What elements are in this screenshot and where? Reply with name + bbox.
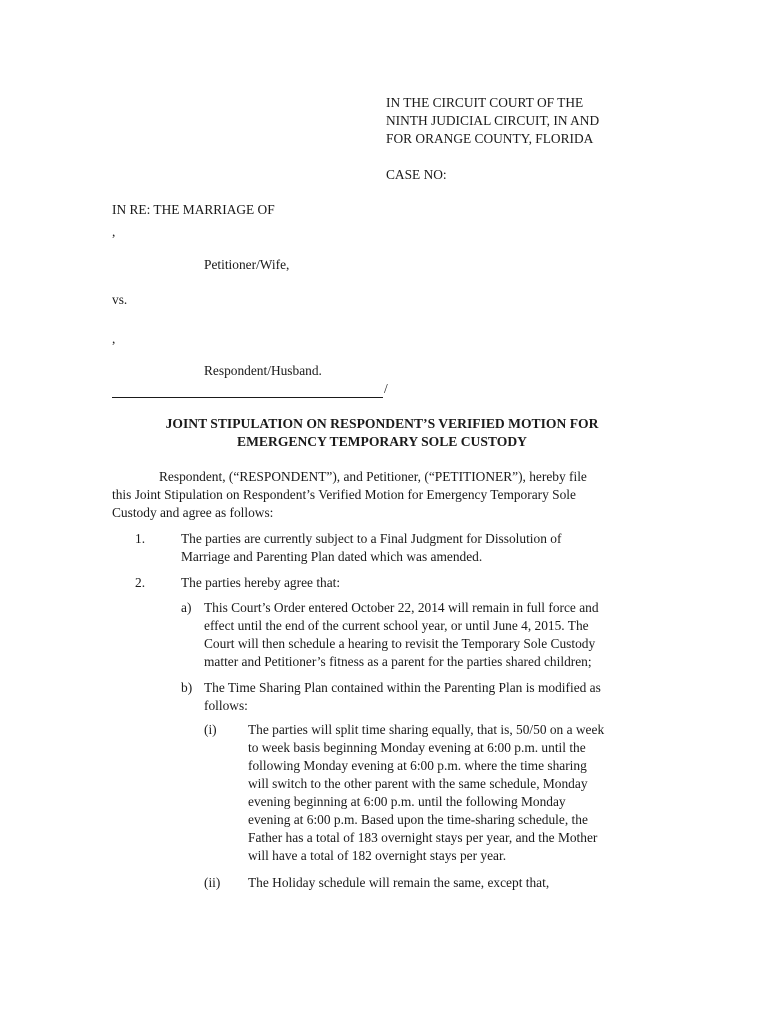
intro-line: Respondent, (“RESPONDENT”), and Petitioner, (“PETITIONER”), hereby file [159,469,587,484]
respondent-name-blank: , [112,331,116,346]
subitem-line: follows: [204,698,248,713]
petitioner-name-blank: , [112,224,116,239]
subitem-line: effect until the end of the current school year, or until June 4, 2015. The [204,618,589,633]
subitem-line: This Court’s Order entered October 22, 2014 will remain in full force and [204,600,599,615]
item-1-text [181,530,561,566]
item-line: The parties are currently subject to a Final Judgment for Dissolution of [181,531,562,546]
caption-divider [112,380,388,398]
intro-paragraph [112,468,652,522]
item-number: 2. [135,575,146,590]
subitem-line: will switch to the other parent with the same schedule, Monday [248,776,588,791]
respondent-role: Respondent/Husband. [204,363,322,378]
caption-rule [112,383,383,398]
subitem-line: Father has a total of 183 overnight stays per year, and the Mother [248,830,598,845]
intro-line: Custody and agree as follows: [112,505,274,520]
subitem-line: The Time Sharing Plan contained within the Parenting Plan is modified as [204,680,601,695]
subitem-line: The parties will split time sharing equally, that is, 50/50 on a week [248,722,605,737]
court-header [386,94,599,148]
title-line: JOINT STIPULATION ON RESPONDENT’S VERIFIED MOTION FOR [165,416,599,431]
subitem-b-text [204,679,601,715]
item-2-text: The parties hereby agree that: [181,575,341,590]
title-line: EMERGENCY TEMPORARY SOLE CUSTODY [237,434,527,449]
subitem-ii-text [248,874,549,892]
subitem-label: a) [181,600,192,615]
versus-label: vs. [112,292,128,307]
document-title [112,415,652,451]
subitem-label: (i) [204,722,217,737]
court-line: NINTH JUDICIAL CIRCUIT, IN AND [386,113,600,128]
subitem-line: The Holiday schedule will remain the same, except that, [248,875,550,890]
item-number: 1. [135,531,146,546]
subitem-a-text [204,599,599,671]
caption-slash: / [384,381,388,396]
subitem-line: evening at 6:00 p.m. Based upon the time-sharing schedule, the [248,812,588,827]
intro-line: this Joint Stipulation on Respondent’s Verified Motion for Emergency Temporary Sole [112,487,576,502]
subitem-i-text [248,721,604,865]
subitem-line: Court will then schedule a hearing to revisit the Temporary Sole Custody [204,636,596,651]
subitem-line: evening beginning at 6:00 p.m. until the following Monday [248,794,566,809]
subitem-label: (ii) [204,875,221,890]
item-line: Marriage and Parenting Plan dated which was amended. [181,549,483,564]
court-line: IN THE CIRCUIT COURT OF THE [386,95,584,110]
subitem-line: will have a total of 182 overnight stays per year. [248,848,507,863]
court-line: FOR ORANGE COUNTY, FLORIDA [386,131,594,146]
subitem-line: to week basis beginning Monday evening at 6:00 p.m. until the [248,740,586,755]
petitioner-role: Petitioner/Wife, [204,257,290,272]
case-number-label: CASE NO: [386,167,447,182]
subitem-label: b) [181,680,193,695]
subitem-line: matter and Petitioner’s fitness as a parent for the parties shared children; [204,654,592,669]
in-re-heading: IN RE: THE MARRIAGE OF [112,202,275,217]
subitem-line: following Monday evening at 6:00 p.m. where the time sharing [248,758,587,773]
